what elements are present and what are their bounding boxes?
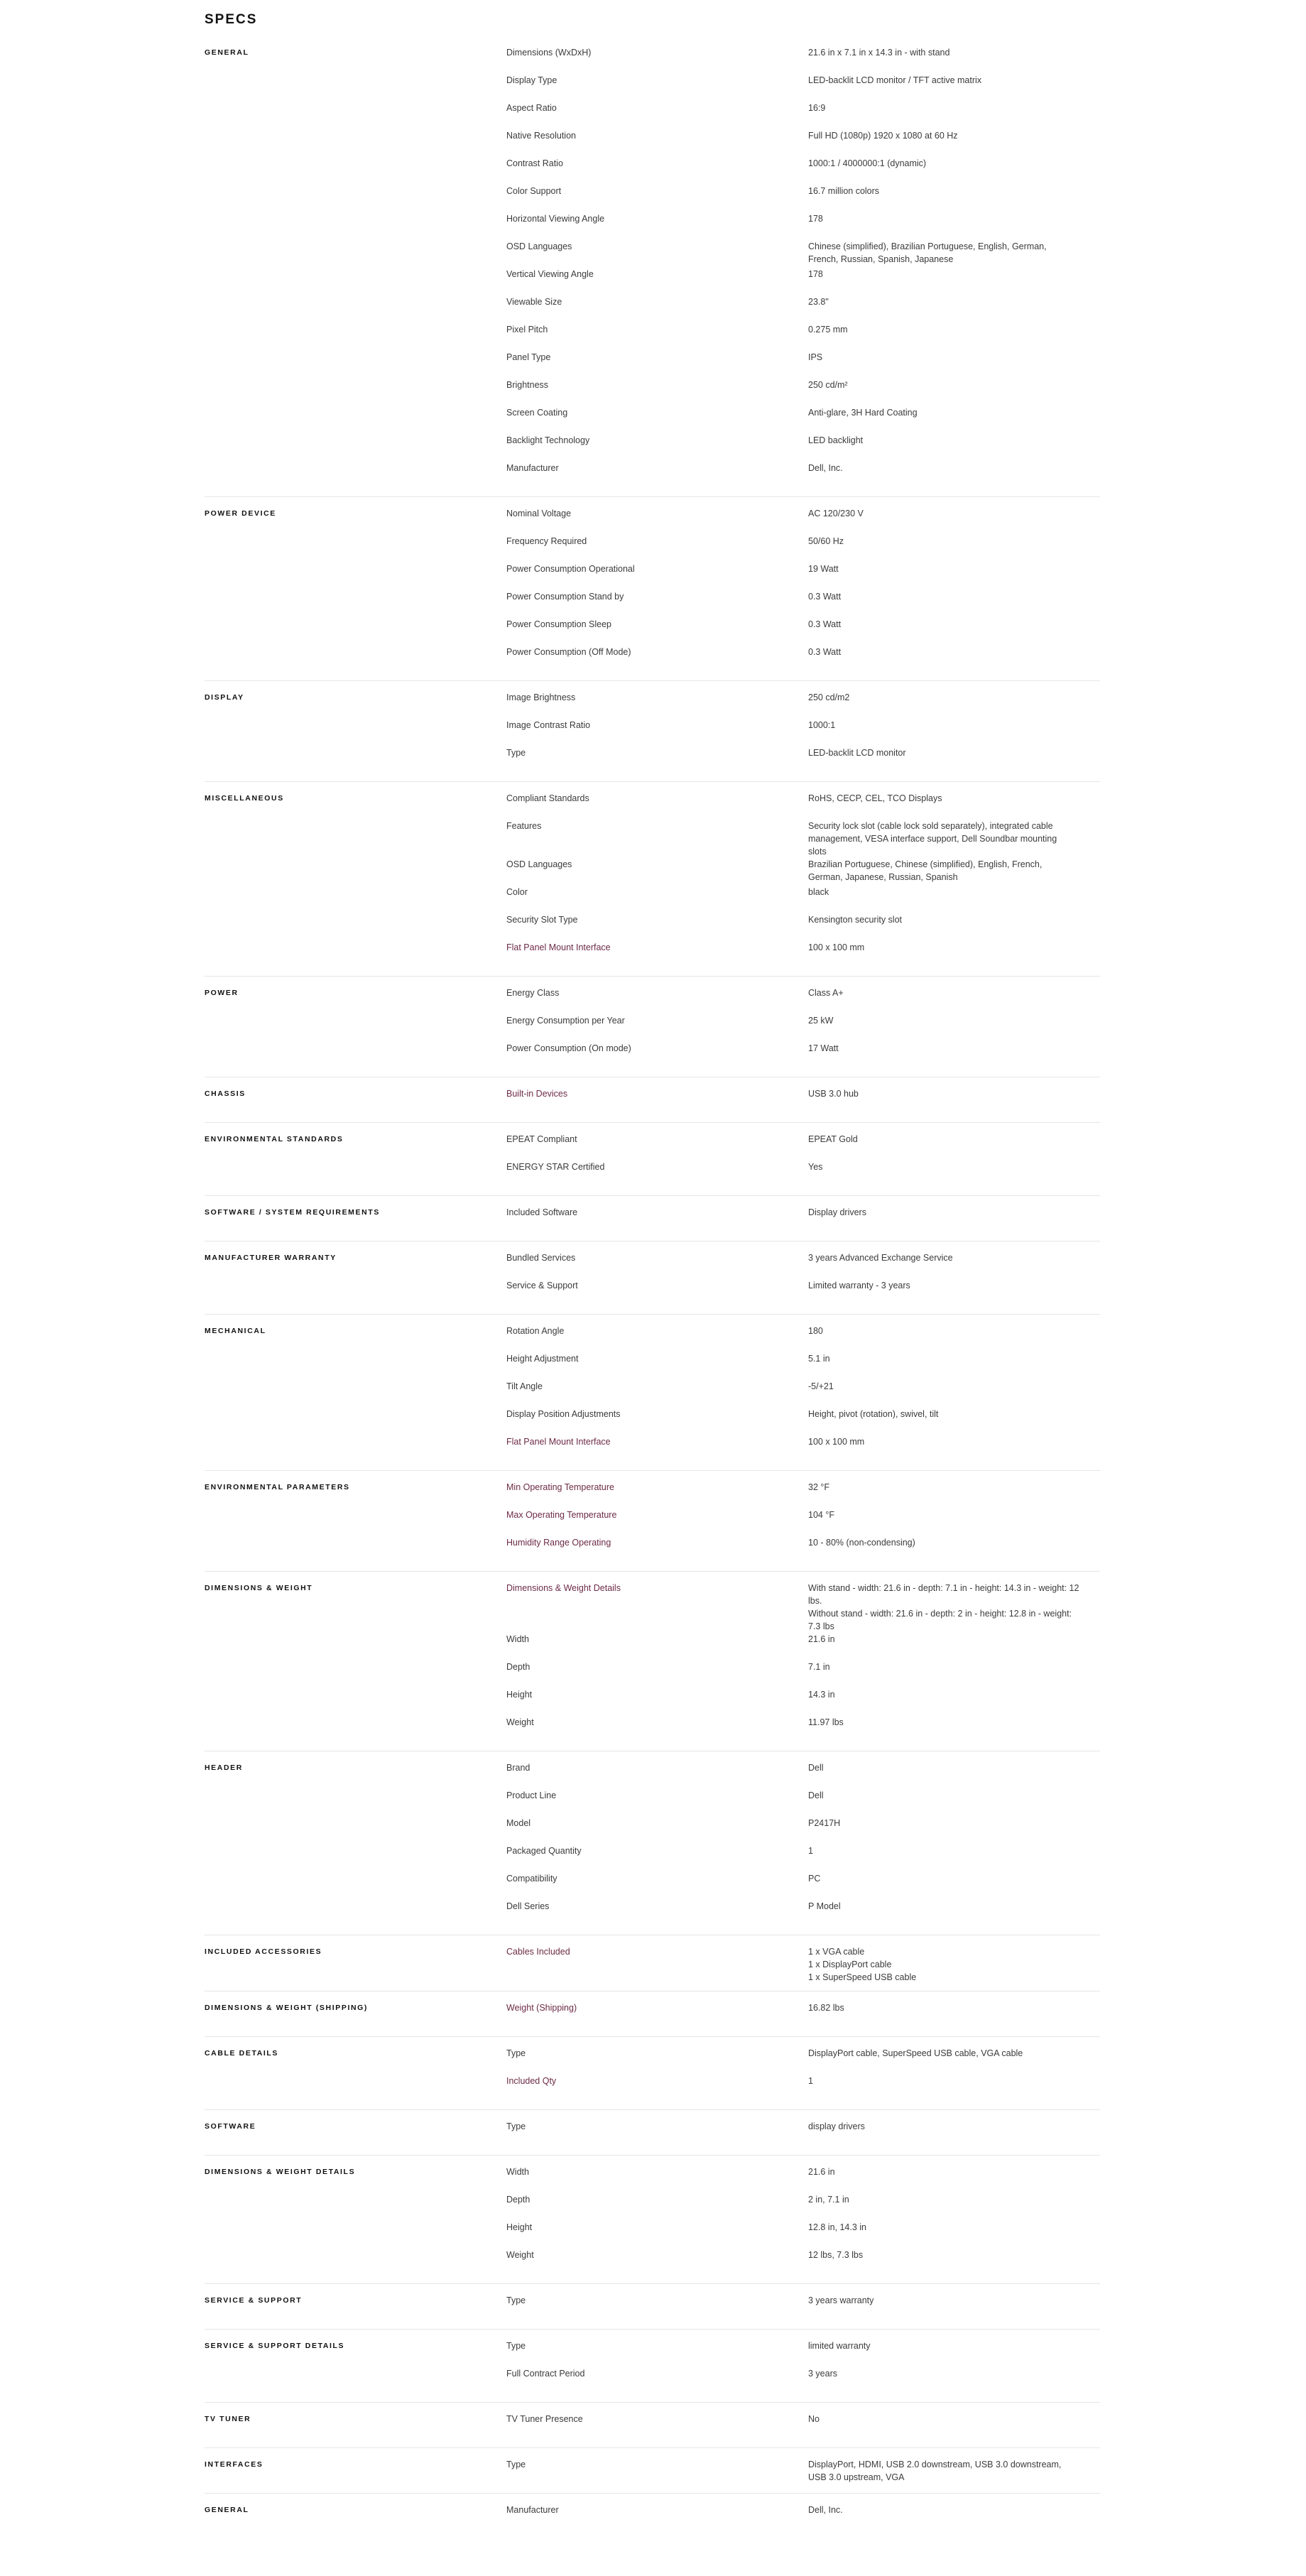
spec-row: [506, 212, 1100, 240]
spec-value: 17 Watt: [808, 1043, 839, 1053]
spec-value: 5.1 in: [808, 1354, 830, 1364]
spec-row: [506, 1435, 1100, 1463]
spec-row: [506, 1633, 1100, 1661]
spec-label: Cables Included: [506, 1947, 570, 1957]
spec-row: [506, 2249, 1100, 2276]
spec-value: 1000:1 / 4000000:1 (dynamic): [808, 158, 927, 168]
spec-label: Manufacturer: [506, 2505, 559, 2515]
spec-group: [205, 2120, 1100, 2156]
spec-group-title: MANUFACTURER WARRANTY: [205, 1254, 337, 1262]
spec-label: Height: [506, 1690, 533, 1700]
spec-rows: [506, 1945, 1100, 1984]
spec-row: [506, 1251, 1100, 1279]
spec-rows: [506, 1582, 1100, 1744]
spec-label: Type: [506, 748, 526, 758]
spec-row: [506, 590, 1100, 618]
spec-group-title: SOFTWARE / SYSTEM REQUIREMENTS: [205, 1208, 380, 1217]
spec-label: Max Operating Temperature: [506, 1510, 617, 1520]
spec-group: [205, 1945, 1100, 1991]
spec-value: 3 years warranty: [808, 2295, 874, 2305]
spec-group-title: INTERFACES: [205, 2460, 263, 2469]
spec-label: Model: [506, 1818, 531, 1828]
spec-row: [506, 46, 1100, 74]
spec-value: 11.97 lbs: [808, 1717, 844, 1727]
spec-group-title: ENVIRONMENTAL STANDARDS: [205, 1135, 344, 1143]
spec-label: Horizontal Viewing Angle: [506, 214, 605, 224]
spec-row: [506, 74, 1100, 102]
spec-group: [205, 1133, 1100, 1196]
spec-row: [506, 1661, 1100, 1688]
spec-rows: [506, 2294, 1100, 2322]
spec-row: [506, 2193, 1100, 2221]
spec-group-title: TV TUNER: [205, 2415, 251, 2423]
spec-label: Depth: [506, 2195, 530, 2205]
spec-row: [506, 886, 1100, 913]
specs-section: [205, 0, 1100, 2538]
spec-label: Frequency Required: [506, 536, 587, 546]
spec-row: [506, 618, 1100, 646]
spec-label: Color Support: [506, 186, 562, 196]
spec-row: [506, 2458, 1100, 2486]
spec-row: [506, 1481, 1100, 1509]
spec-label: Native Resolution: [506, 131, 576, 141]
spec-group-title: GENERAL: [205, 2506, 249, 2514]
spec-label: Humidity Range Operating: [506, 1538, 611, 1548]
spec-value: P Model: [808, 1901, 841, 1911]
spec-row: [506, 1872, 1100, 1900]
spec-row: [506, 1844, 1100, 1872]
spec-rows: [506, 1481, 1100, 1564]
spec-group-title: SOFTWARE: [205, 2122, 256, 2131]
spec-value: 16.82 lbs: [808, 2003, 844, 2013]
spec-label: Panel Type: [506, 352, 551, 362]
spec-row: [506, 295, 1100, 323]
spec-label: Min Operating Temperature: [506, 1482, 614, 1492]
spec-row: [506, 129, 1100, 157]
spec-value: 0.3 Watt: [808, 647, 842, 657]
spec-row: [506, 462, 1100, 489]
spec-row: [506, 987, 1100, 1014]
spec-row: [506, 1688, 1100, 1716]
spec-label: Dimensions (WxDxH): [506, 48, 592, 58]
spec-row: [506, 2504, 1100, 2531]
spec-row: [506, 792, 1100, 820]
spec-row: [506, 2413, 1100, 2440]
spec-value: Security lock slot (cable lock sold separately), integrated cable management, VESA interface support, Dell Soundbar mounting slots: [808, 821, 1057, 857]
spec-value: 178: [808, 269, 823, 279]
spec-group: [205, 2413, 1100, 2448]
spec-value: Limited warranty - 3 years: [808, 1281, 910, 1290]
spec-group-title: INCLUDED ACCESSORIES: [205, 1947, 322, 1956]
spec-value: With stand - width: 21.6 in - depth: 7.1 in - height: 14.3 in - weight: 12 lbs. Without stand - width: 21.6 in - depth: 2 in - height: 12.8 in - weight: 7.3 lbs: [808, 1583, 1079, 1631]
spec-label: Brightness: [506, 380, 549, 390]
spec-value: P2417H: [808, 1818, 841, 1828]
spec-row: [506, 535, 1100, 563]
spec-row: [506, 1945, 1100, 1984]
spec-value: 12.8 in, 14.3 in: [808, 2222, 867, 2232]
spec-rows: [506, 2413, 1100, 2440]
spec-value: 1000:1: [808, 720, 836, 730]
spec-label: Energy Consumption per Year: [506, 1016, 625, 1026]
spec-group: [205, 1087, 1100, 1123]
spec-group: [205, 987, 1100, 1077]
spec-value: 250 cd/m2: [808, 692, 850, 702]
spec-label: Service & Support: [506, 1281, 578, 1290]
spec-group: [205, 1481, 1100, 1572]
spec-row: [506, 1087, 1100, 1115]
spec-label: Vertical Viewing Angle: [506, 269, 594, 279]
spec-value: 0.3 Watt: [808, 619, 842, 629]
spec-value: Class A+: [808, 988, 844, 998]
spec-label: Power Consumption Sleep: [506, 619, 611, 629]
spec-label: Compatibility: [506, 1874, 557, 1884]
spec-group-title: POWER DEVICE: [205, 509, 276, 518]
spec-row: [506, 102, 1100, 129]
spec-value: Chinese (simplified), Brazilian Portuguese, English, German, French, Russian, Spanish, Japanese: [808, 241, 1047, 264]
spec-value: 250 cd/m²: [808, 380, 848, 390]
spec-value: 178: [808, 214, 823, 224]
spec-label: Width: [506, 1634, 529, 1644]
spec-rows: [506, 792, 1100, 969]
spec-row: [506, 1817, 1100, 1844]
spec-label: Display Type: [506, 75, 557, 85]
spec-label: Viewable Size: [506, 297, 562, 307]
spec-rows: [506, 2165, 1100, 2276]
spec-row: [506, 2047, 1100, 2075]
spec-value: 0.275 mm: [808, 325, 848, 335]
spec-row: [506, 913, 1100, 941]
spec-label: Rotation Angle: [506, 1326, 565, 1336]
spec-row: [506, 2075, 1100, 2102]
spec-row: [506, 1042, 1100, 1070]
spec-value: AC 120/230 V: [808, 509, 864, 518]
spec-row: [506, 941, 1100, 969]
spec-group: [205, 1325, 1100, 1471]
spec-row: [506, 2165, 1100, 2193]
spec-rows: [506, 2120, 1100, 2148]
spec-label: Flat Panel Mount Interface: [506, 942, 611, 952]
spec-label: Built-in Devices: [506, 1089, 568, 1099]
spec-group: [205, 792, 1100, 977]
spec-label: Energy Class: [506, 988, 560, 998]
spec-label: Manufacturer: [506, 463, 559, 473]
spec-row: [506, 1161, 1100, 1188]
spec-value: Yes: [808, 1162, 823, 1172]
spec-value: 21.6 in: [808, 1634, 835, 1644]
spec-value: black: [808, 887, 829, 897]
spec-label: Type: [506, 2048, 526, 2058]
spec-rows: [506, 2339, 1100, 2395]
spec-label: Flat Panel Mount Interface: [506, 1437, 611, 1447]
spec-label: Tilt Angle: [506, 1381, 543, 1391]
spec-label: Nominal Voltage: [506, 509, 572, 518]
spec-row: [506, 379, 1100, 406]
spec-rows: [506, 2001, 1100, 2029]
spec-rows: [506, 2458, 1100, 2486]
spec-row: [506, 691, 1100, 719]
spec-value: Dell: [808, 1790, 824, 1800]
spec-rows: [506, 46, 1100, 489]
spec-row: [506, 563, 1100, 590]
spec-label: Weight: [506, 1717, 534, 1727]
spec-row: [506, 2367, 1100, 2395]
spec-group-title: DIMENSIONS & WEIGHT (SHIPPING): [205, 2004, 369, 2012]
spec-group-title: SERVICE & SUPPORT: [205, 2296, 303, 2305]
spec-row: [506, 1582, 1100, 1633]
spec-label: Type: [506, 2341, 526, 2351]
spec-label: Features: [506, 821, 542, 831]
spec-group-title: CABLE DETAILS: [205, 2049, 279, 2058]
spec-label: Compliant Standards: [506, 793, 589, 803]
spec-row: [506, 434, 1100, 462]
spec-label: Dell Series: [506, 1901, 550, 1911]
spec-row: [506, 858, 1100, 886]
spec-value: Display drivers: [808, 1207, 866, 1217]
spec-row: [506, 2001, 1100, 2029]
spec-label: Dimensions & Weight Details: [506, 1583, 621, 1593]
spec-row: [506, 820, 1100, 858]
spec-row: [506, 1408, 1100, 1435]
spec-group-title: GENERAL: [205, 48, 249, 57]
spec-label: OSD Languages: [506, 859, 572, 869]
spec-value: 2 in, 7.1 in: [808, 2195, 849, 2205]
spec-label: TV Tuner Presence: [506, 2414, 583, 2424]
spec-row: [506, 157, 1100, 185]
spec-value: 21.6 in: [808, 2167, 835, 2177]
spec-value: 3 years Advanced Exchange Service: [808, 1253, 953, 1263]
spec-label: Product Line: [506, 1790, 557, 1800]
spec-value: Kensington security slot: [808, 915, 903, 925]
spec-rows: [506, 987, 1100, 1070]
spec-row: [506, 1133, 1100, 1161]
spec-row: [506, 323, 1100, 351]
spec-label: ENERGY STAR Certified: [506, 1162, 605, 1172]
spec-group-title: DIMENSIONS & WEIGHT DETAILS: [205, 2168, 356, 2176]
spec-value: Dell: [808, 1763, 824, 1773]
spec-value: 1 x VGA cable 1 x DisplayPort cable 1 x SuperSpeed USB cable: [808, 1947, 917, 1982]
spec-value: DisplayPort, HDMI, USB 2.0 downstream, USB 3.0 downstream, USB 3.0 upstream, VGA: [808, 2460, 1062, 2482]
spec-group-title: ENVIRONMENTAL PARAMETERS: [205, 1483, 350, 1491]
spec-label: Security Slot Type: [506, 915, 578, 925]
spec-value: DisplayPort cable, SuperSpeed USB cable, VGA cable: [808, 2048, 1023, 2058]
spec-groups: [205, 46, 1100, 2538]
spec-rows: [506, 1206, 1100, 1234]
spec-rows: [506, 2504, 1100, 2531]
spec-value: 19 Watt: [808, 564, 839, 574]
spec-label: Included Software: [506, 1207, 578, 1217]
spec-value: Dell, Inc.: [808, 463, 843, 473]
spec-row: [506, 1279, 1100, 1307]
spec-label: Aspect Ratio: [506, 103, 557, 113]
spec-row: [506, 1325, 1100, 1352]
spec-value: RoHS, CECP, CEL, TCO Displays: [808, 793, 942, 803]
spec-label: Display Position Adjustments: [506, 1409, 621, 1419]
spec-rows: [506, 507, 1100, 673]
spec-group: [205, 2001, 1100, 2037]
spec-row: [506, 351, 1100, 379]
spec-group: [205, 2458, 1100, 2494]
spec-value: Dell, Inc.: [808, 2505, 843, 2515]
spec-label: Backlight Technology: [506, 435, 590, 445]
spec-value: Brazilian Portuguese, Chinese (simplified), English, French, German, Japanese, Russian, Spanish: [808, 859, 1043, 882]
spec-group-title: SERVICE & SUPPORT DETAILS: [205, 2342, 345, 2350]
spec-row: [506, 1761, 1100, 1789]
spec-label: Weight: [506, 2250, 534, 2260]
spec-group: [205, 1206, 1100, 1241]
spec-value: 14.3 in: [808, 1690, 835, 1700]
spec-label: Height Adjustment: [506, 1354, 579, 1364]
spec-group: [205, 507, 1100, 681]
spec-group-title: POWER: [205, 989, 239, 997]
spec-label: Image Contrast Ratio: [506, 720, 591, 730]
spec-group-title: CHASSIS: [205, 1089, 246, 1098]
spec-group-title: MISCELLANEOUS: [205, 794, 284, 803]
spec-rows: [506, 1251, 1100, 1307]
spec-value: 10 - 80% (non-condensing): [808, 1538, 915, 1548]
spec-value: 180: [808, 1326, 823, 1336]
spec-label: Color: [506, 887, 528, 897]
spec-label: Type: [506, 2295, 526, 2305]
spec-label: Contrast Ratio: [506, 158, 563, 168]
spec-row: [506, 185, 1100, 212]
spec-label: Power Consumption Operational: [506, 564, 635, 574]
spec-label: Power Consumption (On mode): [506, 1043, 631, 1053]
spec-label: Depth: [506, 1662, 530, 1672]
spec-row: [506, 719, 1100, 746]
spec-rows: [506, 1325, 1100, 1463]
spec-value: LED backlight: [808, 435, 864, 445]
spec-label: OSD Languages: [506, 241, 572, 251]
spec-group: [205, 2294, 1100, 2330]
spec-group: [205, 2339, 1100, 2403]
spec-label: Included Qty: [506, 2076, 557, 2086]
spec-group-title: DIMENSIONS & WEIGHT: [205, 1584, 313, 1592]
spec-row: [506, 2120, 1100, 2148]
spec-group-title: DISPLAY: [205, 693, 244, 702]
spec-rows: [506, 1133, 1100, 1188]
spec-label: Bundled Services: [506, 1253, 576, 1263]
spec-value: 16.7 million colors: [808, 186, 880, 196]
spec-row: [506, 406, 1100, 434]
spec-row: [506, 1014, 1100, 1042]
spec-value: 104 °F: [808, 1510, 834, 1520]
spec-value: 32 °F: [808, 1482, 830, 1492]
spec-row: [506, 240, 1100, 268]
spec-value: 100 x 100 mm: [808, 942, 865, 952]
spec-row: [506, 1509, 1100, 1536]
spec-value: 21.6 in x 7.1 in x 14.3 in - with stand: [808, 48, 950, 58]
spec-group-title: HEADER: [205, 1763, 243, 1772]
spec-row: [506, 268, 1100, 295]
spec-label: Screen Coating: [506, 408, 568, 418]
spec-row: [506, 646, 1100, 673]
spec-label: Full Contract Period: [506, 2369, 585, 2379]
spec-row: [506, 1206, 1100, 1234]
spec-value: 12 lbs, 7.3 lbs: [808, 2250, 864, 2260]
spec-label: Power Consumption Stand by: [506, 592, 624, 602]
spec-row: [506, 507, 1100, 535]
spec-group: [205, 1582, 1100, 1751]
spec-label: EPEAT Compliant: [506, 1134, 577, 1144]
spec-row: [506, 2221, 1100, 2249]
spec-value: No: [808, 2414, 820, 2424]
spec-value: 3 years: [808, 2369, 837, 2379]
spec-label: Power Consumption (Off Mode): [506, 647, 631, 657]
spec-row: [506, 2339, 1100, 2367]
spec-value: LED-backlit LCD monitor: [808, 748, 906, 758]
spec-group: [205, 2504, 1100, 2538]
spec-rows: [506, 2047, 1100, 2102]
spec-label: Type: [506, 2121, 526, 2131]
spec-rows: [506, 691, 1100, 774]
spec-row: [506, 1536, 1100, 1564]
spec-group: [205, 691, 1100, 782]
specs-title: SPECS: [205, 12, 258, 27]
spec-group-title: MECHANICAL: [205, 1327, 266, 1335]
spec-label: Width: [506, 2167, 529, 2177]
spec-value: 23.8": [808, 297, 829, 307]
spec-label: Type: [506, 2460, 526, 2469]
spec-group: [205, 2047, 1100, 2110]
spec-row: [506, 746, 1100, 774]
spec-value: LED-backlit LCD monitor / TFT active matrix: [808, 75, 982, 85]
spec-value: 1: [808, 1846, 813, 1856]
spec-value: 1: [808, 2076, 813, 2086]
spec-value: 50/60 Hz: [808, 536, 844, 546]
spec-value: IPS: [808, 352, 823, 362]
spec-group: [205, 2165, 1100, 2284]
spec-row: [506, 1352, 1100, 1380]
spec-rows: [506, 1761, 1100, 1928]
spec-value: 16:9: [808, 103, 826, 113]
spec-value: 7.1 in: [808, 1662, 830, 1672]
spec-value: 0.3 Watt: [808, 592, 842, 602]
spec-value: PC: [808, 1874, 821, 1884]
spec-value: EPEAT Gold: [808, 1134, 858, 1144]
spec-group: [205, 46, 1100, 497]
spec-value: Anti-glare, 3H Hard Coating: [808, 408, 918, 418]
spec-label: Pixel Pitch: [506, 325, 548, 335]
spec-label: Image Brightness: [506, 692, 576, 702]
spec-value: -5/+21: [808, 1381, 834, 1391]
spec-value: USB 3.0 hub: [808, 1089, 859, 1099]
spec-row: [506, 2294, 1100, 2322]
spec-label: Packaged Quantity: [506, 1846, 582, 1856]
spec-value: 25 kW: [808, 1016, 834, 1026]
spec-label: Height: [506, 2222, 533, 2232]
spec-label: Weight (Shipping): [506, 2003, 577, 2013]
spec-value: display drivers: [808, 2121, 865, 2131]
spec-row: [506, 1789, 1100, 1817]
spec-group: [205, 1251, 1100, 1315]
spec-label: Brand: [506, 1763, 530, 1773]
spec-row: [506, 1380, 1100, 1408]
spec-group: [205, 1761, 1100, 1935]
spec-rows: [506, 1087, 1100, 1115]
spec-row: [506, 1716, 1100, 1744]
spec-row: [506, 1900, 1100, 1928]
spec-value: Height, pivot (rotation), swivel, tilt: [808, 1409, 939, 1419]
spec-value: 100 x 100 mm: [808, 1437, 865, 1447]
spec-value: limited warranty: [808, 2341, 871, 2351]
spec-value: Full HD (1080p) 1920 x 1080 at 60 Hz: [808, 131, 958, 141]
